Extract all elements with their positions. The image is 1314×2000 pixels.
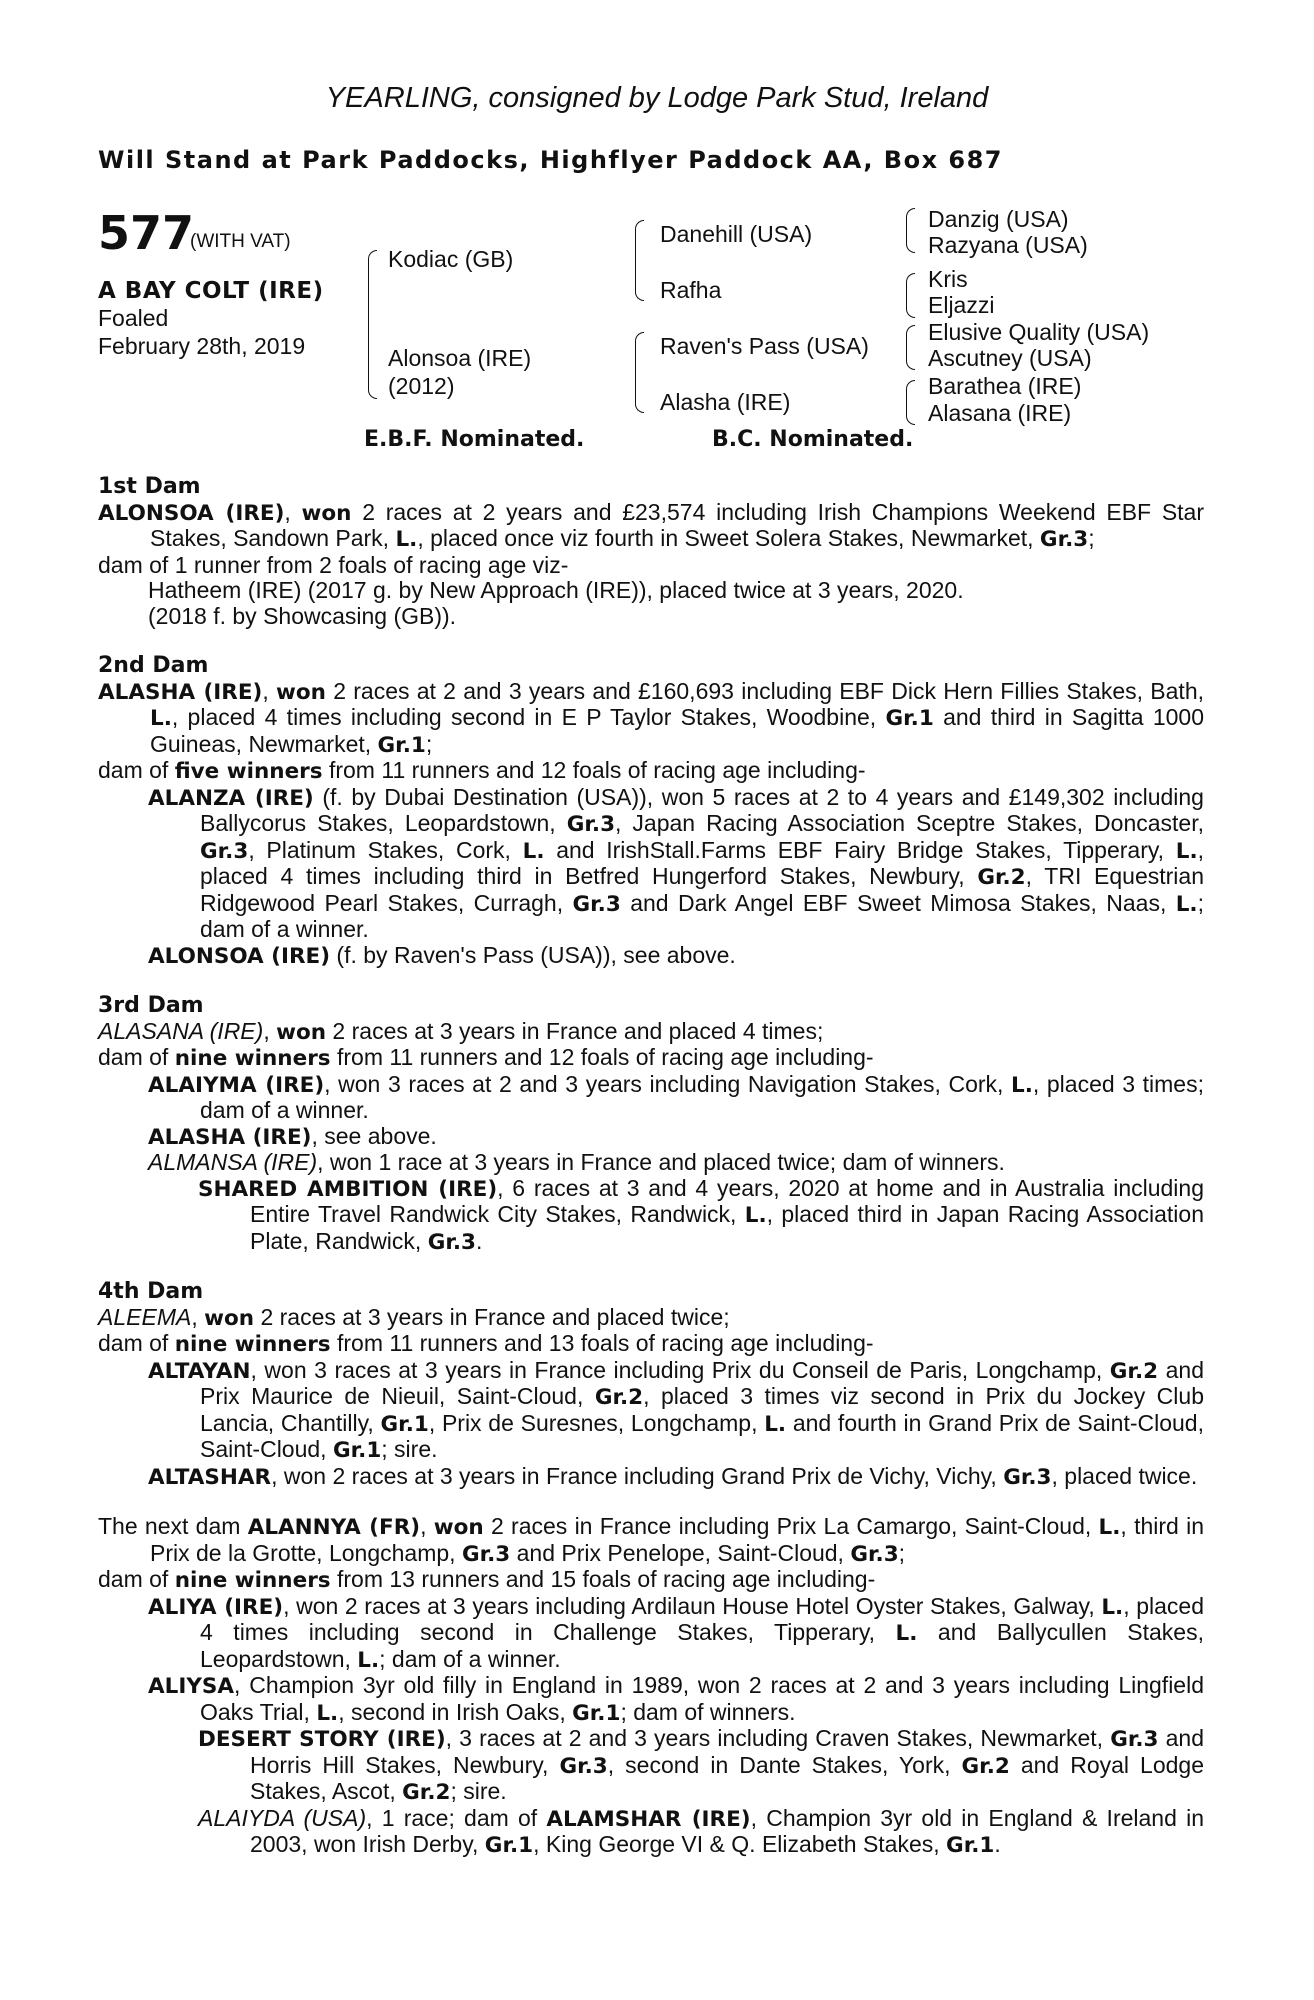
fourth-dam-heading: 4th Dam: [98, 1279, 204, 1304]
third-dam-produce-intro: dam of nine winners from 11 runners and 12 foals of racing age including-: [98, 1044, 874, 1071]
dam: Alonsoa (IRE): [388, 345, 532, 371]
third-dam-heading: 3rd Dam: [98, 993, 204, 1018]
ebf-nominated: E.B.F. Nominated.: [364, 427, 585, 452]
produce-shared-ambition: SHARED AMBITION (IRE), 6 races at 3 and 4 years, 2020 at home and in Australia including Entire Travel Randwick City Stakes, Randwick, L., placed third in Japan Racing Association Plate, Randwick, Gr.3.: [198, 1174, 1204, 1255]
bc-nominated: B.C. Nominated.: [712, 427, 914, 452]
ss-brace-top: [635, 220, 644, 261]
vat-label: (WITH VAT): [190, 231, 291, 252]
produce-alaiyda: ALAIYDA (USA), 1 race; dam of ALAMSHAR (IRE), Champion 3yr old in England & Ireland in 2003, won Irish Derby, Gr.1, King George VI & Q. Elizabeth Stakes, Gr.1.: [198, 1804, 1204, 1858]
catalogue-body: [98, 474, 1204, 1859]
dss-brace-bottom: [906, 347, 915, 370]
next-dam-produce-intro: dam of nine winners from 13 runners and 15 foals of racing age including-: [98, 1566, 876, 1593]
produce-almansa: ALMANSA (IRE), won 1 race at 3 years in France and placed twice; dam of winners.: [148, 1149, 1005, 1175]
produce-2018: (2018 f. by Showcasing (GB)).: [148, 602, 457, 629]
second-dam-heading: 2nd Dam: [98, 653, 209, 678]
dds-brace-bottom: [906, 402, 915, 425]
produce-aliysa: ALIYSA, Champion 3yr old filly in England in 1989, won 2 races at 2 and 3 years including Lingfield Oaks Trial, L., second in Irish Oaks, Gr.1; dam of winners.: [148, 1672, 1204, 1726]
sss: Danzig (USA): [928, 206, 1069, 232]
produce-alaiyma: ALAIYMA (IRE), won 3 races at 2 and 3 years including Navigation Stakes, Cork, L., placed 3 times; dam of a winner.: [148, 1070, 1204, 1123]
fourth-dam-entry: ALEEMA, won 2 races at 3 years in France and placed twice;: [98, 1303, 730, 1331]
second-dam-produce-intro: dam of five winners from 11 runners and 12 foals of racing age including-: [98, 757, 866, 784]
sds-brace-top: [906, 273, 915, 296]
ds-brace-top: [635, 332, 644, 373]
dam-dam: Alasha (IRE): [660, 389, 791, 415]
produce-hatheem: Hatheem (IRE) (2017 g. by New Approach (IRE)), placed twice at 3 years, 2020.: [148, 577, 964, 603]
fourth-dam-produce-intro: dam of nine winners from 11 runners and 13 foals of racing age including-: [98, 1330, 874, 1357]
foaled-date: February 28th, 2019: [98, 333, 306, 359]
produce-alasha: ALASHA (IRE), see above.: [148, 1122, 437, 1150]
produce-aliya: ALIYA (IRE), won 2 races at 3 years including Ardilaun House Hotel Oyster Stakes, Galway, L., placed 4 times including second in Challenge Stakes, Tipperary, L. and Ballycullen Stakes, Leopardstown, L.; dam of a winner.: [148, 1592, 1204, 1673]
produce-altayan: ALTAYAN, won 3 races at 3 years in France including Prix du Conseil de Paris, Longchamp, Gr.2 and Prix Maurice de Nieuil, Saint-Cloud, Gr.2, placed 3 times viz second in Prix du Jockey Club Lancia, Chantilly, Gr.1, Prix de Suresnes, Longchamp, L. and fourth in Grand Prix de Saint-Cloud, Saint-Cloud, Gr.1; sire.: [148, 1356, 1204, 1463]
sds: Kris: [928, 266, 968, 292]
sdd: Eljazzi: [928, 292, 995, 318]
third-dam-entry: ALASANA (IRE), won 2 races at 3 years in France and placed 4 times;: [98, 1017, 824, 1045]
second-dam-entry: ALASHA (IRE), won 2 races at 2 and 3 years and £160,693 including EBF Dick Hern Fillies Stakes, Bath, L., placed 4 times including second in E P Taylor Stakes, Woodbine, Gr.1 and third in Sagitta 1000 Guineas, Newmarket, Gr.1;: [98, 677, 1204, 758]
foaled-label: Foaled: [98, 305, 169, 331]
sds-brace-bottom: [906, 295, 915, 318]
next-dam-entry: The next dam ALANNYA (FR), won 2 races in France including Prix La Camargo, Saint-Cloud, L., third in Prix de la Grotte, Longchamp, Gr.3 and Prix Penelope, Saint-Cloud, Gr.3;: [98, 1513, 1204, 1567]
first-dam-produce-intro: dam of 1 runner from 2 foals of racing age viz-: [98, 551, 569, 578]
ss-brace-bottom: [635, 260, 644, 301]
dam-year: (2012): [388, 373, 455, 399]
dsd: Ascutney (USA): [928, 345, 1092, 371]
sire-sire: Danehill (USA): [660, 221, 813, 247]
sire-dam: Rafha: [660, 277, 722, 303]
ds-brace-bottom: [635, 372, 644, 413]
produce-altashar: ALTASHAR, won 2 races at 3 years in France including Grand Prix de Vichy, Vichy, Gr.3, placed twice.: [148, 1462, 1198, 1490]
produce-alanza: ALANZA (IRE) (f. by Dubai Destination (USA)), won 5 races at 2 to 4 years and £149,302 including Ballycorus Stakes, Leopardstown, Gr.3, Japan Racing Association Sceptre Stakes, Doncaster, Gr.3, Platinum Stakes, Cork, L. and IrishStall.Farms EBF Fairy Bridge Stakes, Tipperary, L., placed 4 times including third in Betfred Hungerford Stakes, Newbury, Gr.2, TRI Equestrian Ridgewood Pearl Stakes, Curragh, Gr.3 and Dark Angel EBF Sweet Mimosa Stakes, Naas, L.; dam of a winner.: [148, 783, 1205, 942]
produce-alonsoa: ALONSOA (IRE) (f. by Raven's Pass (USA)), see above.: [148, 941, 736, 969]
first-dam-entry: ALONSOA (IRE), won 2 races at 2 years and £23,574 including Irish Champions Weekend EBF Star Stakes, Sandown Park, L., placed once viz fourth in Sweet Solera Stakes, Newmarket, Gr.3;: [98, 498, 1204, 552]
ddd: Alasana (IRE): [928, 400, 1072, 426]
dds: Barathea (IRE): [928, 373, 1082, 399]
dss: Elusive Quality (USA): [928, 319, 1150, 345]
catalogue-header: YEARLING, consigned by Lodge Park Stud, Ireland: [325, 82, 989, 114]
sss-brace-top: [906, 208, 915, 231]
stand-location: Will Stand at Park Paddocks, Highflyer Paddock AA, Box 687: [98, 146, 1004, 174]
first-dam-heading: 1st Dam: [98, 474, 201, 499]
lot-name: A BAY COLT (IRE): [98, 278, 324, 304]
sire-brace-bottom: [368, 372, 377, 399]
dds-brace-top: [906, 380, 915, 403]
dss-brace-top: [906, 325, 915, 348]
ssd: Razyana (USA): [928, 232, 1088, 258]
lot-number: 577: [98, 206, 195, 260]
sire: Kodiac (GB): [388, 246, 514, 272]
sire-brace-mid: [368, 276, 377, 372]
sire-brace-top: [368, 250, 377, 277]
sss-brace-bottom: [906, 230, 915, 253]
dam-sire: Raven's Pass (USA): [660, 333, 869, 359]
produce-desert-story: DESERT STORY (IRE), 3 races at 2 and 3 years including Craven Stakes, Newmarket, Gr.3 and Horris Hill Stakes, Newbury, Gr.3, second in Dante Stakes, York, Gr.2 and Royal Lodge Stakes, Ascot, Gr.2; sire.: [198, 1725, 1204, 1805]
